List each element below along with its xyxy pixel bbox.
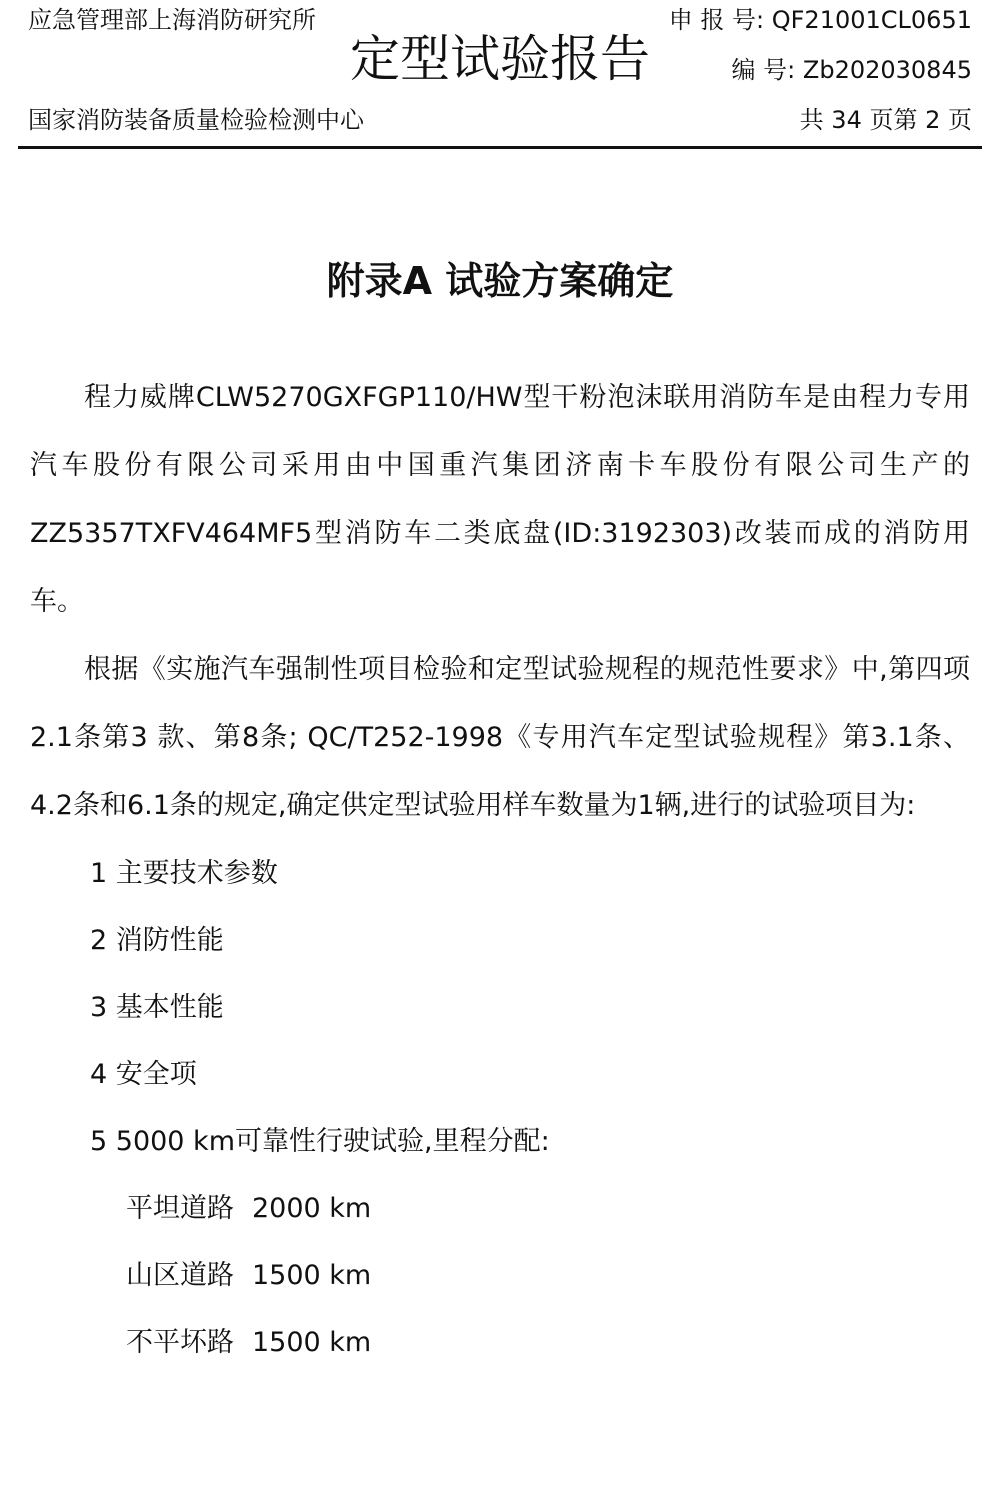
mileage-row bbox=[30, 1309, 970, 1376]
institute-name: 应急管理部上海消防研究所 bbox=[28, 6, 316, 34]
test-item: 5 5000 km可靠性行驶试验,里程分配: bbox=[90, 1126, 550, 1157]
appendix-title: 附录A 试验方案确定 bbox=[326, 259, 674, 303]
serial-number: 编 号: Zb202030845 bbox=[731, 56, 972, 84]
test-item: 2 消防性能 bbox=[90, 925, 224, 956]
mileage-row bbox=[30, 1175, 970, 1242]
road-type: 平坦道路 bbox=[126, 1193, 234, 1224]
test-item: 4 安全项 bbox=[90, 1059, 197, 1090]
basis-paragraph: 根据《实施汽车强制性项目检验和定型试验规程的规范性要求》中,第四项2.1条第3 款、第8条; QC/T252-1998《专用汽车定型试验规程》第3.1条、4.2条和6.1条的规定,确定供定型试验用样车数量为1辆,进行的试验项目为: bbox=[30, 654, 970, 821]
intro-paragraph: 程力威牌CLW5270GXFGP110/HW型干粉泡沫联用消防车是由程力专用汽车股份有限公司采用由中国重汽集团济南卡车股份有限公司生产的ZZ5357TXFV464MF5型消防车二类底盘(ID:3192303)改装而成的消防用车。 bbox=[30, 382, 970, 617]
center-name: 国家消防装备质量检验检测中心 bbox=[28, 106, 364, 134]
road-distance: 2000 km bbox=[252, 1193, 372, 1224]
road-type: 不平坏路 bbox=[126, 1327, 234, 1358]
header-divider bbox=[18, 146, 982, 149]
road-distance: 1500 km bbox=[252, 1260, 372, 1291]
mileage-row bbox=[30, 1242, 970, 1309]
document-body bbox=[30, 364, 970, 1376]
application-number: 申 报 号: QF21001CL0651 bbox=[668, 6, 972, 34]
road-distance: 1500 km bbox=[252, 1327, 372, 1358]
road-type: 山区道路 bbox=[126, 1260, 234, 1291]
report-title: 定型试验报告 bbox=[350, 30, 650, 88]
page-indicator: 共 34 页第 2 页 bbox=[799, 106, 972, 134]
test-item: 1 主要技术参数 bbox=[90, 858, 278, 889]
test-item: 3 基本性能 bbox=[90, 992, 224, 1023]
